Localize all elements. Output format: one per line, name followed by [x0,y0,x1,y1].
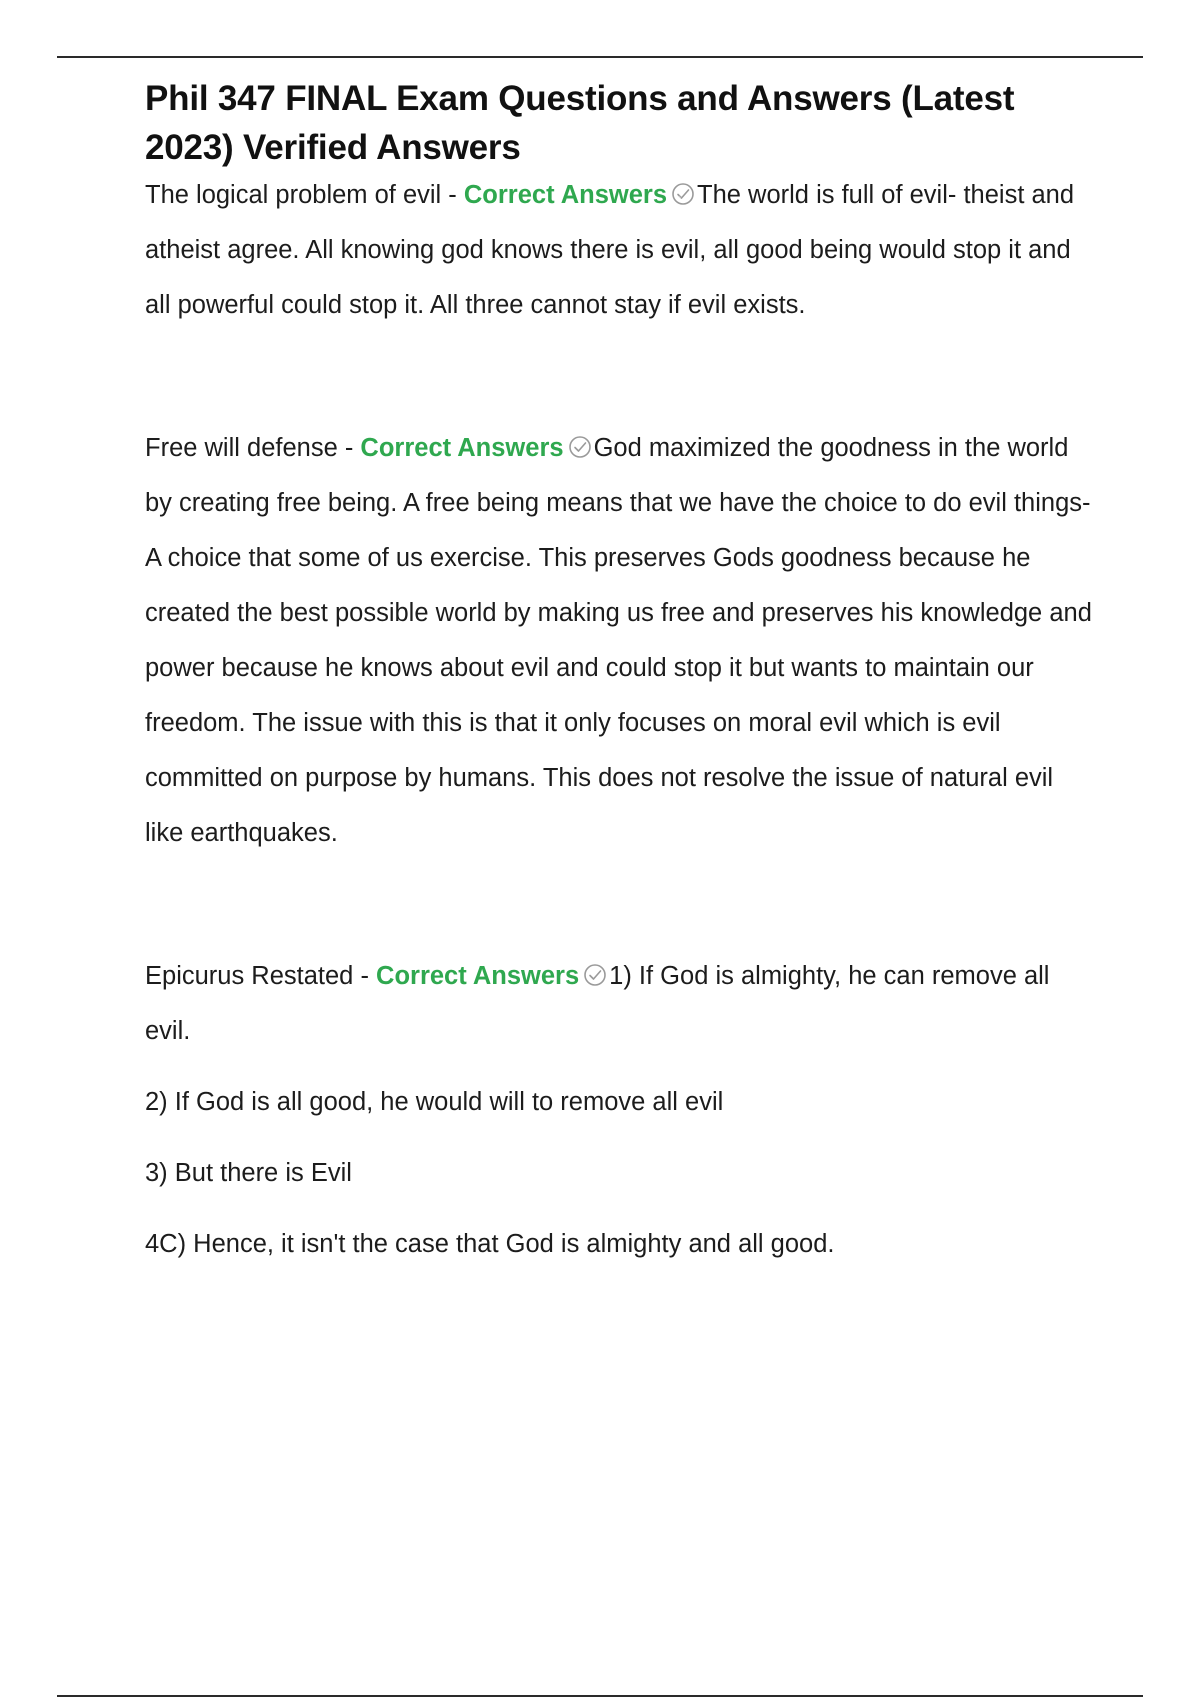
check-circle-icon [568,435,592,459]
qa-entry-free-will [145,421,1095,861]
correct-answers-label: Correct Answers [376,962,580,990]
document-title: Phil 347 FINAL Exam Questions and Answers (Latest 2023) Verified Answers [145,79,1015,167]
list-item: 2) If God is all good, he would will to remove all evil [145,1088,724,1116]
correct-answers-label: Correct Answers [463,181,668,209]
answer-text: 1) If God is almighty, he can remove all evil. [145,962,1050,1045]
answer-text: The world is full of evil- theist and atheist agree. All knowing god knows there is evil, all good being would stop it and all powerful could stop it. All three cannot stay if evil exists. [145,181,1075,319]
top-rule [57,56,1143,58]
qa-entry-logical-problem [145,168,1095,333]
list-item: 3) But there is Evil [145,1159,352,1187]
document-body [145,74,1095,1272]
qa-entry-epicurus [145,949,1095,1059]
answer-text: God maximized the goodness in the world by creating free being. A free being means that we have the choice to do evil things- A choice that some of us exercise. This preserves Gods goodness because he created the best possible world by making us free and preserves his knowledge and power because he knows about evil and could stop it but wants to maintain our freedom. The issue with this is that it only focuses on moral evil which is evil committed on purpose by humans. This does not resolve the issue of natural evil like earthquakes. [145,434,1092,847]
list-item: 4C) Hence, it isn't the case that God is almighty and all good. [145,1230,835,1258]
check-circle-icon [583,963,607,987]
check-circle-icon [671,182,695,206]
question-text: Epicurus Restated - [145,962,377,990]
correct-answers-label: Correct Answers [360,434,564,462]
bottom-rule [57,1695,1143,1697]
question-text: Free will defense - [145,434,361,462]
question-text: The logical problem of evil - [145,181,464,209]
